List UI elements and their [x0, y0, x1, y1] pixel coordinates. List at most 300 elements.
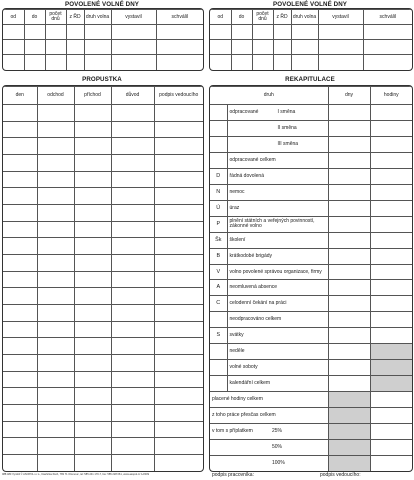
table-cell[interactable] — [3, 355, 37, 372]
row-label-text — [228, 142, 278, 147]
table-cell[interactable] — [111, 188, 154, 205]
hours-cell[interactable] — [370, 248, 412, 264]
days-cell[interactable] — [328, 152, 370, 168]
table-cell[interactable] — [210, 40, 231, 55]
days-cell[interactable] — [328, 200, 370, 216]
row-code: D — [210, 168, 227, 184]
table-cell[interactable] — [74, 271, 111, 288]
hours-cell[interactable] — [370, 376, 412, 392]
hours-cell[interactable] — [370, 152, 412, 168]
table-row — [210, 248, 412, 264]
table-cell[interactable] — [111, 388, 154, 405]
column-header: podpis vedoucího — [154, 87, 203, 105]
table-cell[interactable] — [3, 288, 37, 305]
table-cell[interactable] — [37, 338, 74, 355]
row-label-text — [212, 461, 272, 466]
row-label-text: odpracované celkem — [229, 156, 276, 163]
table-cell[interactable] — [318, 25, 363, 40]
table-row — [210, 25, 412, 40]
row-label — [227, 296, 328, 312]
table-cell[interactable] — [37, 171, 74, 188]
row-label-text: neomluvená absence — [229, 284, 278, 291]
table-row — [3, 238, 203, 255]
hours-cell[interactable] — [370, 200, 412, 216]
row-shift-label: III směna — [277, 140, 299, 147]
table-cell[interactable] — [154, 271, 203, 288]
days-cell[interactable] — [328, 184, 370, 200]
days-cell[interactable] — [328, 232, 370, 248]
column-header: z ŘD — [273, 10, 291, 25]
table-cell[interactable] — [74, 171, 111, 188]
table-row — [3, 121, 203, 138]
table-cell[interactable] — [252, 55, 273, 70]
table-cell[interactable] — [3, 338, 37, 355]
table-cell[interactable] — [37, 388, 74, 405]
table-row — [210, 312, 412, 328]
table-cell[interactable] — [37, 405, 74, 422]
table-cell[interactable] — [74, 138, 111, 155]
row-code: Šk — [210, 232, 227, 248]
hours-cell[interactable] — [370, 424, 412, 440]
table-cell[interactable] — [318, 40, 363, 55]
table-row — [210, 264, 412, 280]
table-cell[interactable] — [45, 40, 66, 55]
table-cell[interactable] — [37, 205, 74, 222]
top-left-title: POVOLENÉ VOLNÉ DNY — [65, 1, 139, 8]
hours-cell[interactable] — [370, 280, 412, 296]
table-cell[interactable] — [156, 55, 203, 70]
table-cell[interactable] — [74, 105, 111, 122]
table-cell[interactable] — [154, 221, 203, 238]
table-cell[interactable] — [154, 355, 203, 372]
row-label — [210, 392, 328, 408]
days-cell[interactable] — [328, 136, 370, 152]
row-label-text: krátkodobé brigády — [229, 252, 273, 259]
table-cell[interactable] — [154, 105, 203, 122]
table-cell[interactable] — [3, 121, 37, 138]
hours-cell[interactable] — [370, 120, 412, 136]
table-row — [210, 200, 412, 216]
table-cell[interactable] — [37, 188, 74, 205]
row-label-text: úraz — [229, 204, 240, 211]
hours-cell[interactable] — [370, 408, 412, 424]
table-cell[interactable] — [111, 55, 156, 70]
table-cell[interactable] — [66, 25, 84, 40]
table-cell[interactable] — [3, 138, 37, 155]
row-label — [210, 440, 328, 456]
days-cell[interactable] — [328, 312, 370, 328]
table-cell[interactable] — [45, 25, 66, 40]
days-cell[interactable] — [328, 105, 370, 121]
table-cell[interactable] — [111, 255, 154, 272]
table-row — [210, 376, 412, 392]
table-cell[interactable] — [154, 138, 203, 155]
table-cell[interactable] — [37, 371, 74, 388]
table-cell[interactable] — [37, 121, 74, 138]
table-cell[interactable] — [74, 155, 111, 172]
table-cell[interactable] — [37, 221, 74, 238]
table-cell[interactable] — [3, 271, 37, 288]
column-header: druh volna — [291, 10, 318, 25]
column-header: hodiny — [370, 87, 412, 105]
row-code: Ú — [210, 200, 227, 216]
row-label-text: volné soboty — [229, 364, 258, 371]
table-cell[interactable] — [291, 55, 318, 70]
table-cell[interactable] — [111, 25, 156, 40]
table-row — [3, 40, 203, 55]
table-row — [210, 280, 412, 296]
days-cell[interactable] — [328, 280, 370, 296]
header-row — [3, 87, 203, 105]
table-cell[interactable] — [154, 155, 203, 172]
table-cell[interactable] — [111, 238, 154, 255]
table-cell[interactable] — [3, 255, 37, 272]
table-row — [210, 424, 412, 440]
days-cell[interactable] — [328, 296, 370, 312]
table-cell[interactable] — [37, 438, 74, 455]
table-row — [210, 360, 412, 376]
table-cell[interactable] — [363, 40, 412, 55]
table-cell[interactable] — [111, 171, 154, 188]
table-cell[interactable] — [3, 221, 37, 238]
table-row — [210, 296, 412, 312]
table-cell[interactable] — [111, 455, 154, 472]
column-header: den — [3, 87, 37, 105]
table-cell[interactable] — [111, 438, 154, 455]
table-row — [3, 221, 203, 238]
table-cell[interactable] — [66, 55, 84, 70]
row-label — [227, 312, 328, 328]
row-label — [227, 120, 328, 136]
days-cell[interactable] — [328, 248, 370, 264]
table-cell[interactable] — [111, 105, 154, 122]
table-cell[interactable] — [363, 55, 412, 70]
table-cell[interactable] — [318, 55, 363, 70]
table-cell[interactable] — [74, 288, 111, 305]
hours-cell[interactable] — [370, 360, 412, 376]
table-cell[interactable] — [74, 438, 111, 455]
table-row — [210, 136, 412, 152]
days-cell[interactable] — [328, 216, 370, 232]
hours-cell[interactable] — [370, 344, 412, 360]
table-cell[interactable] — [24, 25, 45, 40]
table-cell[interactable] — [3, 388, 37, 405]
hours-cell[interactable] — [370, 328, 412, 344]
row-label-text: školení — [229, 236, 246, 243]
hours-cell[interactable] — [370, 392, 412, 408]
table-cell[interactable] — [3, 421, 37, 438]
table-cell[interactable] — [37, 355, 74, 372]
table-cell[interactable] — [74, 388, 111, 405]
table-row — [3, 355, 203, 372]
table-cell[interactable] — [3, 305, 37, 322]
table-cell[interactable] — [74, 121, 111, 138]
table-cell[interactable] — [3, 438, 37, 455]
row-label-text — [228, 126, 278, 131]
row-percent-label: 50% — [272, 443, 283, 450]
table-cell[interactable] — [3, 171, 37, 188]
table-cell[interactable] — [231, 40, 252, 55]
table-cell[interactable] — [154, 405, 203, 422]
table-row — [3, 305, 203, 322]
days-cell[interactable] — [328, 376, 370, 392]
table-row — [210, 40, 412, 55]
row-label-text — [212, 445, 272, 450]
table-cell[interactable] — [3, 105, 37, 122]
table-cell[interactable] — [66, 40, 84, 55]
table-cell[interactable] — [252, 25, 273, 40]
table-cell[interactable] — [74, 255, 111, 272]
table-cell[interactable] — [37, 305, 74, 322]
table-cell[interactable] — [111, 40, 156, 55]
hours-cell[interactable] — [370, 184, 412, 200]
hours-cell[interactable] — [370, 168, 412, 184]
row-label-text: neděle — [229, 348, 245, 355]
table-cell[interactable] — [37, 238, 74, 255]
table-row — [3, 155, 203, 172]
days-cell[interactable] — [328, 392, 370, 408]
table-cell[interactable] — [74, 405, 111, 422]
table-cell[interactable] — [24, 40, 45, 55]
row-label — [210, 408, 328, 424]
table-cell[interactable] — [37, 288, 74, 305]
table-cell[interactable] — [210, 55, 231, 70]
table-cell[interactable] — [154, 455, 203, 472]
header-row — [3, 10, 203, 25]
table-cell[interactable] — [154, 438, 203, 455]
column-header: vystavil — [318, 10, 363, 25]
column-header: druh — [210, 87, 328, 105]
table-cell[interactable] — [154, 288, 203, 305]
row-label-text: volno povolené správou organizace, firmy — [229, 268, 322, 275]
table-cell[interactable] — [156, 25, 203, 40]
days-cell[interactable] — [328, 328, 370, 344]
table-cell[interactable] — [291, 25, 318, 40]
table-cell[interactable] — [74, 355, 111, 372]
table-cell[interactable] — [37, 138, 74, 155]
days-cell[interactable] — [328, 168, 370, 184]
row-label-text: z toho práce přesčas celkem — [212, 412, 276, 419]
days-cell[interactable] — [328, 408, 370, 424]
table-row — [210, 455, 412, 471]
table-cell[interactable] — [3, 40, 24, 55]
propustka-table — [2, 85, 204, 472]
row-code: V — [210, 264, 227, 280]
table-cell[interactable] — [3, 405, 37, 422]
table-cell[interactable] — [74, 305, 111, 322]
table-cell[interactable] — [3, 238, 37, 255]
footer-fineprint: 088 480 Vyrobil © ASOPOL s.r.o., Dashrtka 6A/A, 783 71 Olomouc, tel: 585 241 170-7, fax: 585 228 061, www.asopol.cz 1/2009 — [2, 473, 150, 476]
row-code — [210, 120, 227, 136]
column-header: počet dnů — [252, 10, 273, 25]
table-cell[interactable] — [210, 25, 231, 40]
row-code — [210, 344, 227, 360]
table-cell[interactable] — [111, 371, 154, 388]
row-label — [227, 248, 328, 264]
days-cell[interactable] — [328, 424, 370, 440]
table-row — [210, 328, 412, 344]
hours-cell[interactable] — [370, 440, 412, 456]
table-cell[interactable] — [111, 355, 154, 372]
hours-cell[interactable] — [370, 264, 412, 280]
hours-cell[interactable] — [370, 296, 412, 312]
days-cell[interactable] — [328, 455, 370, 471]
column-header: odchod — [37, 87, 74, 105]
table-cell[interactable] — [154, 238, 203, 255]
column-header: z ŘD — [66, 10, 84, 25]
table-cell[interactable] — [273, 55, 291, 70]
table-cell[interactable] — [84, 55, 111, 70]
table-row — [210, 168, 412, 184]
top-left-leave-table — [2, 8, 204, 71]
table-cell[interactable] — [24, 55, 45, 70]
table-cell[interactable] — [111, 338, 154, 355]
table-cell[interactable] — [154, 171, 203, 188]
table-cell[interactable] — [291, 40, 318, 55]
table-cell[interactable] — [74, 238, 111, 255]
days-cell[interactable] — [328, 440, 370, 456]
table-row — [3, 321, 203, 338]
row-label — [227, 360, 328, 376]
table-cell[interactable] — [74, 371, 111, 388]
table-cell[interactable] — [74, 188, 111, 205]
table-cell[interactable] — [111, 405, 154, 422]
table-row — [210, 184, 412, 200]
table-cell[interactable] — [111, 121, 154, 138]
row-code: S — [210, 328, 227, 344]
table-row — [3, 288, 203, 305]
table-cell[interactable] — [84, 40, 111, 55]
days-cell[interactable] — [328, 344, 370, 360]
table-cell[interactable] — [74, 338, 111, 355]
table-row — [3, 271, 203, 288]
table-cell[interactable] — [3, 321, 37, 338]
column-header: dny — [328, 87, 370, 105]
table-row — [3, 138, 203, 155]
table-cell[interactable] — [154, 255, 203, 272]
row-label — [227, 264, 328, 280]
table-cell[interactable] — [111, 221, 154, 238]
row-label-text: nemoc — [229, 188, 245, 195]
column-header: do — [24, 10, 45, 25]
table-cell[interactable] — [45, 55, 66, 70]
table-cell[interactable] — [74, 321, 111, 338]
table-cell[interactable] — [111, 305, 154, 322]
row-shift-label: II směna — [277, 124, 297, 131]
table-cell[interactable] — [111, 138, 154, 155]
table-cell[interactable] — [3, 371, 37, 388]
row-code — [210, 376, 227, 392]
column-header: druh volna — [84, 10, 111, 25]
table-row — [3, 371, 203, 388]
table-cell[interactable] — [154, 188, 203, 205]
table-cell[interactable] — [37, 321, 74, 338]
table-row — [210, 120, 412, 136]
table-cell[interactable] — [273, 40, 291, 55]
column-header: schválil — [156, 10, 203, 25]
row-label-text: placené hodiny celkem — [212, 396, 263, 403]
column-header: od — [210, 10, 231, 25]
table-cell[interactable] — [3, 455, 37, 472]
table-cell[interactable] — [37, 255, 74, 272]
table-cell[interactable] — [84, 25, 111, 40]
table-cell[interactable] — [154, 421, 203, 438]
rekapitulace-table — [209, 85, 413, 472]
table-cell[interactable] — [154, 121, 203, 138]
table-cell[interactable] — [74, 221, 111, 238]
table-cell[interactable] — [154, 305, 203, 322]
column-header: od — [3, 10, 24, 25]
table-cell[interactable] — [3, 188, 37, 205]
table-cell[interactable] — [154, 338, 203, 355]
table-cell[interactable] — [231, 55, 252, 70]
days-cell[interactable] — [328, 120, 370, 136]
table-cell[interactable] — [111, 155, 154, 172]
table-cell[interactable] — [154, 388, 203, 405]
table-cell[interactable] — [74, 205, 111, 222]
days-cell[interactable] — [328, 360, 370, 376]
table-row — [210, 55, 412, 70]
table-row — [3, 338, 203, 355]
table-cell[interactable] — [3, 205, 37, 222]
table-cell[interactable] — [156, 40, 203, 55]
hours-cell[interactable] — [370, 105, 412, 121]
table-cell[interactable] — [74, 455, 111, 472]
table-cell[interactable] — [154, 371, 203, 388]
table-row — [210, 105, 412, 121]
row-label — [227, 328, 328, 344]
table-cell[interactable] — [3, 25, 24, 40]
hours-cell[interactable] — [370, 232, 412, 248]
table-cell[interactable] — [273, 25, 291, 40]
table-cell[interactable] — [154, 321, 203, 338]
row-code — [210, 312, 227, 328]
table-cell[interactable] — [74, 421, 111, 438]
table-cell[interactable] — [111, 321, 154, 338]
table-cell[interactable] — [37, 421, 74, 438]
table-row — [3, 405, 203, 422]
table-cell[interactable] — [37, 155, 74, 172]
table-cell[interactable] — [37, 455, 74, 472]
table-cell[interactable] — [154, 205, 203, 222]
table-cell[interactable] — [111, 421, 154, 438]
table-row — [3, 205, 203, 222]
row-label — [227, 152, 328, 168]
table-cell[interactable] — [37, 105, 74, 122]
hours-cell[interactable] — [370, 216, 412, 232]
row-code: N — [210, 184, 227, 200]
table-cell[interactable] — [111, 205, 154, 222]
hours-cell[interactable] — [370, 312, 412, 328]
row-label — [227, 105, 328, 121]
table-cell[interactable] — [363, 25, 412, 40]
table-cell[interactable] — [3, 155, 37, 172]
hours-cell[interactable] — [370, 455, 412, 471]
rekapitulace-title: REKAPITULACE — [285, 76, 335, 83]
row-code — [210, 360, 227, 376]
table-cell[interactable] — [3, 55, 24, 70]
hours-cell[interactable] — [370, 136, 412, 152]
row-label — [227, 168, 328, 184]
table-cell[interactable] — [37, 271, 74, 288]
table-cell[interactable] — [111, 271, 154, 288]
table-row — [210, 344, 412, 360]
row-label — [227, 184, 328, 200]
table-cell[interactable] — [231, 25, 252, 40]
table-cell[interactable] — [111, 288, 154, 305]
table-cell[interactable] — [252, 40, 273, 55]
days-cell[interactable] — [328, 264, 370, 280]
